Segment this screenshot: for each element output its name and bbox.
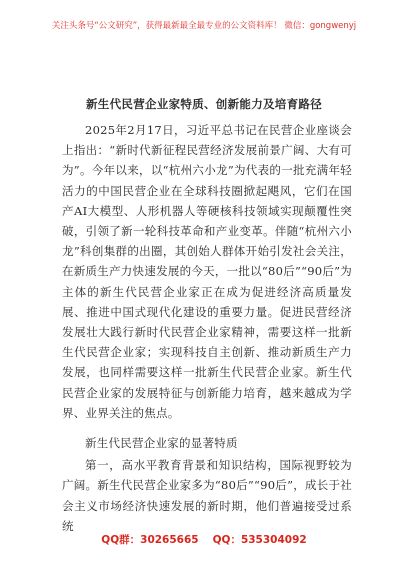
header-banner: 关注头条号“公文研究”，获得最新最全最专业的公文资料库！ 微信：gongwenyj [51, 21, 357, 31]
section-heading: 新生代民营企业家的显著特质 [85, 436, 238, 451]
footer-qq: QQ：535304092 [212, 534, 307, 546]
footer-contact [0, 533, 408, 547]
paragraph-first-point: 第一，高水平教育背景和知识结构，国际视野较为广阔。新生代民营企业家多为“80后”“90后”，成长于社会主义市场经济快速发展的新时期，他们普遍接受过系统 [62, 458, 352, 533]
document-body [62, 120, 352, 536]
footer-qq-group: QQ群：30265665 [101, 534, 199, 546]
document-title: 新生代民营企业家特质、创新能力及培育路径 [86, 97, 322, 111]
paragraph-intro: 2025年2月17日，习近平总书记在民营企业座谈会上指出：“新时代新征程民营经济发展前景广阔、大有可为”。今年以来，以“杭州六小龙”为代表的一批充满年轻活力的中国民营企业在全球科技圈掀起飓风，它们在国产AI大模型、人形机器人等硬核科技领域实现颠覆性突破，引领了新一轮科技革命和产业变革。伴随“杭州六小龙”科创集群的出圈，其创始人群体开始引发社会关注，在新质生产力快速发展的今天，一批以“80后”“90后”为主体的新生代民营企业家正在成为促进经济高质量发展、推进中国式现代化建设的重要力量。促进民营经济发展壮大践行新时代民营企业家精神，需要这样一批新生代民营企业家；实现科技自主创新、推动新质生产力发展，也同样需要这样一批新生代民营企业家。新生代民营企业家的发展特征与创新能力培育，越来越成为学界、业界关注的焦点。 [62, 123, 352, 420]
